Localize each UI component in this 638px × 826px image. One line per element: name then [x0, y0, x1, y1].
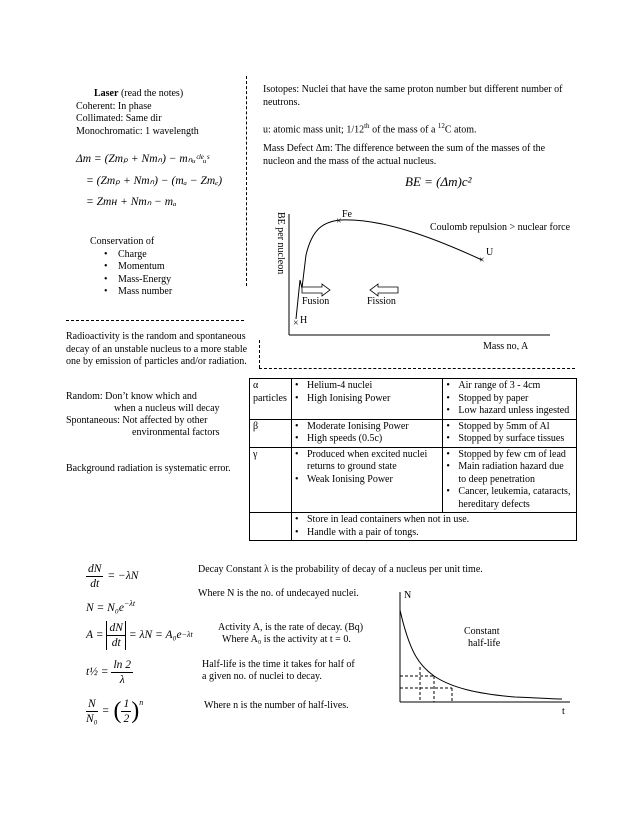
list-item: • Stopped by surface tissues — [446, 433, 573, 446]
laser-heading — [76, 88, 246, 101]
frac-den: dt — [111, 637, 121, 649]
frac-den: 2 — [123, 713, 130, 725]
decay-eq-n-exp: −λt — [123, 599, 136, 608]
decay-eq-n-lhs: N = N₀e — [86, 601, 124, 614]
list-item: • Helium-4 nuclei — [295, 380, 439, 393]
list-item: • Air range of 3 - 4cm — [446, 380, 573, 393]
fission-label: Fission — [367, 296, 396, 307]
halflife-definition-2: a given no. of nuclei to decay. — [202, 671, 322, 682]
amu-text-post: C atom. — [444, 124, 477, 136]
table-row — [250, 379, 577, 420]
list-item: • Stopped by paper — [446, 393, 573, 406]
radiation-handling — [291, 513, 576, 541]
halflives-note: Where n is the number of half-lives. — [204, 700, 349, 711]
frac-num: 1 — [123, 698, 130, 710]
decay-eq-rate — [86, 562, 138, 591]
spontaneous-def-1: Spontaneous: Not affected by other — [66, 415, 208, 426]
binding-energy-chart — [260, 200, 580, 350]
laser-section — [76, 88, 246, 138]
list-item: • Moderate Ionising Power — [295, 421, 439, 434]
list-item: • High speeds (0.5c) — [295, 433, 439, 446]
frac-num: ln 2 — [113, 659, 132, 671]
undecayed-nuclei-note: Where N is the no. of undecayed nuclei. — [198, 588, 359, 599]
amu-sup: th — [364, 122, 370, 130]
be-y-axis-label: BE per nucleon — [275, 212, 286, 275]
random-def-1: Random: Don’t know which and — [66, 391, 197, 402]
frac-num: dN — [88, 563, 102, 575]
divider-top-vertical — [246, 76, 247, 286]
n-ratio-fraction — [86, 697, 98, 726]
decay-eq-rate-rhs: = −λN — [107, 570, 139, 583]
random-def-2: when a nucleus will decay — [114, 403, 220, 414]
ratio-exp: n — [139, 698, 144, 707]
be-u-label: U — [486, 247, 494, 258]
binding-energy-equation: BE = (Δm)c² — [405, 174, 472, 189]
decay-y-axis-label: N — [404, 590, 412, 601]
list-item: • High Ionising Power — [295, 393, 439, 406]
list-item: • Produced when excited nuclei returns to ground state — [295, 449, 439, 474]
mass-defect-eq-3: = Zmʜ + Nmₙ − mₐ — [86, 196, 177, 208]
frac-num: dN — [109, 622, 123, 634]
radiation-effects — [443, 419, 577, 447]
decay-note-2: half-life — [468, 638, 501, 649]
frac-den: dt — [90, 578, 100, 590]
paren-open: ( — [113, 698, 122, 725]
conservation-item: • Momentum — [90, 261, 240, 274]
decay-eq-ratio — [86, 697, 143, 726]
isotope-definition: Isotopes: Nuclei that have the same proton number but different number of neutrons. — [263, 84, 563, 108]
amu-text-pre: u: atomic mass unit; 1/12 — [263, 124, 365, 136]
table-row — [250, 419, 577, 447]
be-u-marker: × — [479, 255, 485, 266]
be-h-label: H — [300, 315, 308, 326]
activity-fraction — [107, 621, 124, 650]
ratio-equals: = — [101, 705, 110, 718]
radiation-table — [249, 378, 577, 541]
amu-definition — [263, 120, 583, 137]
be-fe-marker: × — [336, 216, 342, 227]
list-item: • Stopped by few cm of lead — [446, 449, 573, 462]
spontaneous-def-2: environmental factors — [132, 427, 220, 438]
divider-left-horizontal — [66, 320, 244, 321]
halflife-fraction — [111, 658, 133, 687]
list-item: • Cancer, leukemia, cataracts, hereditary defects — [446, 486, 573, 511]
conservation-item: • Mass number — [90, 286, 240, 299]
activity-definition-2: Where A₀ is the activity at t = 0. — [222, 634, 351, 645]
conservation-title: Conservation of — [90, 236, 155, 247]
radiation-type-gamma: γ — [250, 447, 292, 513]
radiation-type-empty — [250, 513, 292, 541]
paren-close: ) — [131, 698, 140, 725]
divider-mid-horizontal — [259, 368, 575, 369]
list-item: • Main radiation hazard due to deep penetration — [446, 461, 573, 486]
be-x-axis-label: Mass no, A — [483, 341, 529, 350]
conservation-list — [90, 249, 240, 299]
abs-bars — [106, 621, 125, 650]
list-item: • Store in lead containers when not in use. — [295, 514, 573, 527]
activity-definition-1: Activity A, is the rate of decay. (Bq) — [218, 622, 364, 633]
decay-eq-activity — [86, 621, 193, 650]
be-coulomb-note: Coulomb repulsion > nuclear force — [430, 222, 571, 233]
radiation-type-alpha: α particles — [250, 379, 292, 420]
list-item: • Low hazard unless ingested — [446, 405, 573, 418]
background-radiation-note: Background radiation is systematic error. — [66, 463, 231, 474]
list-item: • Stopped by 5mm of Al — [446, 421, 573, 434]
activity-lhs: A = — [86, 629, 104, 642]
frac-den: N₀ — [86, 713, 98, 725]
decay-eq-n — [86, 598, 135, 614]
laser-line-monochromatic: Monochromatic: 1 wavelength — [76, 125, 199, 137]
amu-sup2: 12 — [437, 122, 445, 130]
conservation-section — [90, 236, 240, 299]
radiation-type-beta: β — [250, 419, 292, 447]
table-row — [250, 447, 577, 513]
radiation-effects — [443, 447, 577, 513]
dn-dt-fraction — [86, 562, 103, 591]
frac-den: λ — [119, 674, 125, 686]
mass-defect-eq-1: Δm = (Zmₚ + Nmₙ) − mₙᵤᶜˡᵉᵤˢ — [76, 153, 210, 165]
radiation-props — [291, 379, 442, 420]
amu-text-mid: of the mass of a — [369, 124, 438, 136]
fusion-label: Fusion — [302, 296, 330, 307]
laser-note: (read the notes) — [118, 88, 184, 99]
half-fraction — [121, 697, 131, 726]
laser-line-coherent: Coherent: In phase — [76, 100, 152, 112]
decay-note-1: Constant — [464, 626, 500, 637]
laser-title: Laser — [94, 88, 119, 99]
mass-defect-definition: Mass Defect Δm: The difference between the sum of the masses of the nucleon and the mass of the actual nucleus. — [263, 143, 546, 167]
decay-x-axis-label: t — [562, 706, 565, 717]
radiation-props — [291, 419, 442, 447]
list-item: • Weak Ionising Power — [295, 474, 439, 487]
mass-defect-eq-2: = (Zmₚ + Nmₙ) − (mₐ − Zmₑ) — [86, 175, 223, 187]
fission-arrow-icon — [370, 284, 398, 296]
frac-num: N — [88, 698, 96, 710]
radiation-props — [291, 447, 442, 513]
fusion-arrow-icon — [302, 284, 330, 296]
decay-constant-definition: Decay Constant λ is the probability of decay of a nucleus per unit time. — [198, 564, 483, 575]
activity-exp: −λt — [181, 630, 193, 639]
decay-chart — [390, 584, 590, 724]
conservation-item: • Charge — [90, 249, 240, 262]
table-row — [250, 513, 577, 541]
decay-curve — [400, 610, 562, 699]
be-h-marker: × — [293, 318, 299, 329]
decay-eq-halflife — [86, 658, 133, 687]
conservation-item: • Mass-Energy — [90, 274, 240, 287]
radioactivity-definition: Radioactivity is the random and spontaneous decay of an unstable nucleus to a more stable one by emission of particles and/or radiation. — [66, 331, 248, 367]
list-item: • Handle with a pair of tongs. — [295, 527, 573, 540]
radiation-effects — [443, 379, 577, 420]
be-fe-label: Fe — [342, 209, 352, 220]
activity-rhs: = λN = A₀e — [128, 629, 182, 642]
laser-line-collimated: Collimated: Same dir — [76, 113, 162, 124]
halflife-definition-1: Half-life is the time it takes for half of — [202, 659, 355, 670]
halflife-lhs: t½ = — [86, 666, 109, 679]
